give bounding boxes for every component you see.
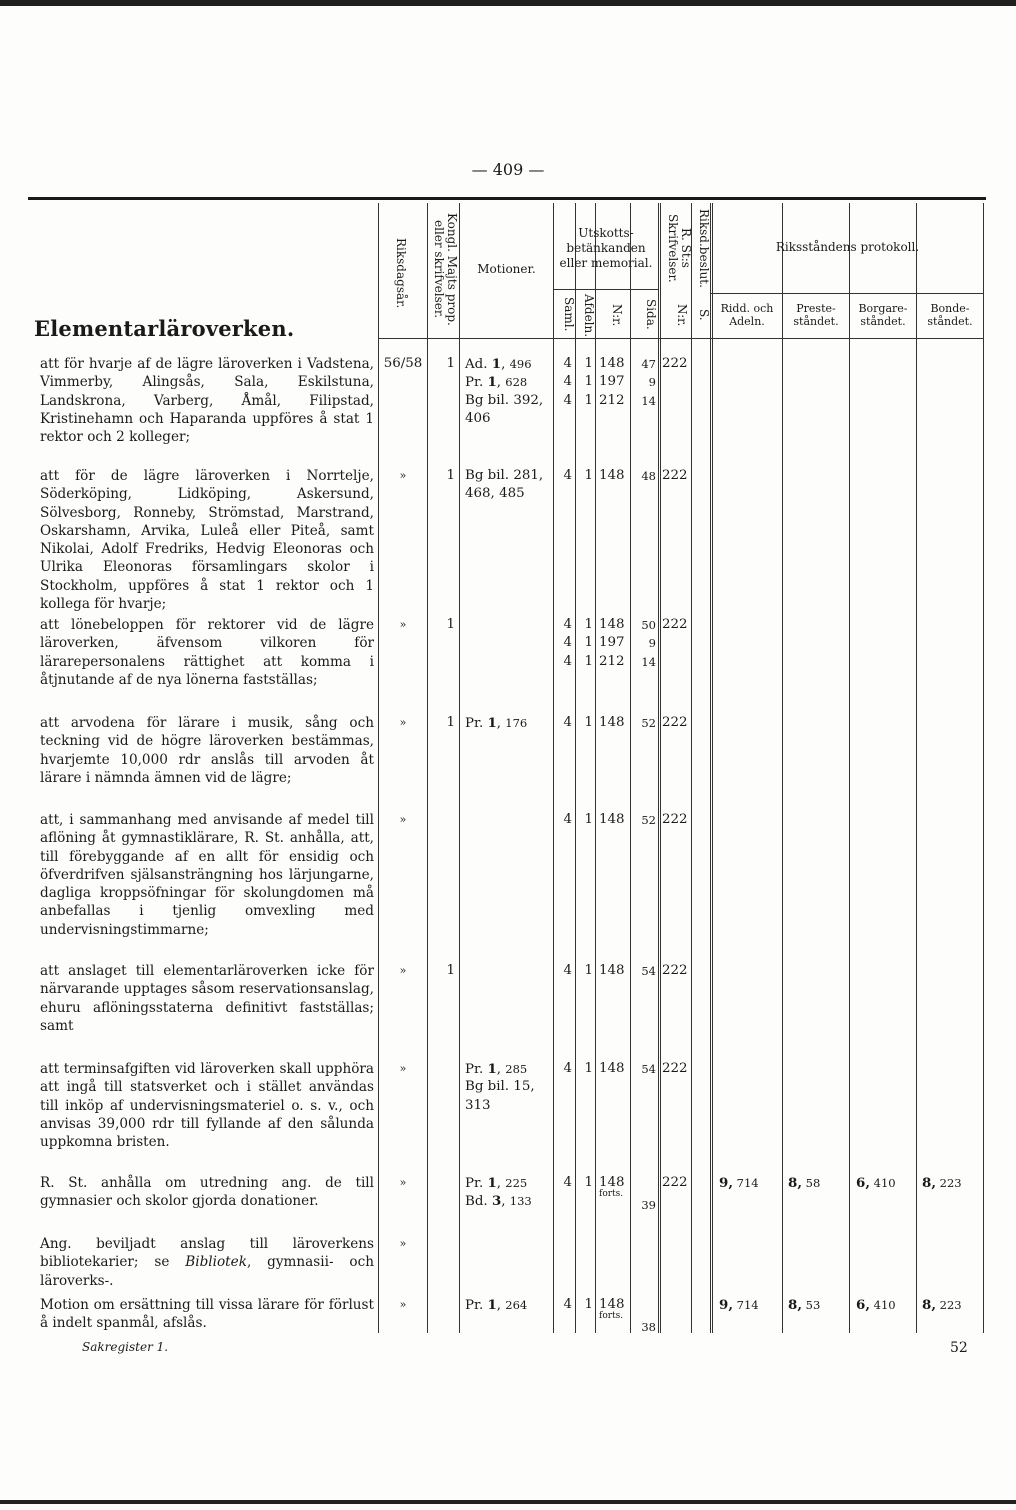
- row-year: »: [399, 716, 407, 729]
- row-sida: 14: [641, 393, 656, 408]
- row-nr: 148: [599, 1297, 625, 1312]
- row-sida: 47: [641, 357, 656, 371]
- row-samt: 4: [563, 653, 572, 669]
- row-description: att arvodena för lärare i musik, sång och teckning vid de högre läroverken bestämmas, hvarjemte 10,000 rdr anslås till arvoden åt lärare i nämnda ämnen vid de lägre;: [40, 715, 374, 786]
- row-year: »: [399, 1298, 407, 1311]
- row-description: Ang. beviljadt anslag till läroverkens bibliotekarier; se Bibliotek, gymnasii- och läroverks-.: [40, 1236, 374, 1289]
- header-protokoll: Riksståndens protokoll.: [775, 240, 920, 254]
- col-line: [459, 203, 460, 1333]
- footer-register: Sakregister 1.: [82, 1340, 169, 1354]
- row-nr: 197: [599, 374, 625, 390]
- row-samt: 4: [563, 617, 572, 632]
- row-skr-nr: 222: [662, 715, 688, 730]
- header-ridd: Ridd. och Adeln.: [720, 302, 774, 328]
- header-kongl-prop: Kongl. Majts prop. eller skrifvelser.: [432, 212, 459, 326]
- row-samt: 4: [563, 356, 572, 371]
- row-samt: 4: [563, 1061, 572, 1076]
- row-motion: Bg bil. 15,: [465, 1079, 535, 1095]
- row-samt: 4: [563, 715, 572, 730]
- row-motion: Pr. 1, 176: [465, 715, 528, 731]
- row-samt: 4: [563, 963, 572, 978]
- row-description: att terminsafgiften vid läroverken skall upphöra att ingå till statsverket och i stället användas till inköp af undervisningsmateriel o. s. v., och anvisas 39,000 rdr till fyllande af den sålunda uppkomna bristen.: [40, 1061, 374, 1151]
- row-samt: 4: [563, 1297, 572, 1312]
- row-motion: 406: [465, 410, 491, 426]
- row-sida: 9: [648, 636, 656, 651]
- row-samt: 4: [563, 468, 572, 483]
- row-description: att anslaget till elementarläroverken icke för närvarande upptages såsom reservationsanslag, ehuru aflöningsstaterna definitivt fastställas; samt: [40, 963, 374, 1034]
- row-skr-nr: 222: [662, 617, 688, 632]
- header-afdeln: Afdeln.: [582, 294, 596, 338]
- row-skr-nr: 222: [662, 812, 688, 827]
- row-nr-forts: forts.: [599, 1189, 624, 1199]
- row-description: att för hvarje af de lägre läroverken i Vadstena, Vimmerby, Alingsås, Sala, Eskilstuna, Landskrona, Varberg, Åmål, Filipstad, Kristinehamn och Haparanda uppföres å stat 1 rektor och 2 kolleger;: [40, 356, 374, 446]
- row-motion: Pr. 1, 264: [465, 1297, 528, 1313]
- row-prop: 1: [446, 715, 455, 730]
- row-nr: 148: [599, 1061, 625, 1076]
- row-afdeln: 1: [584, 715, 593, 730]
- row-year: »: [399, 1062, 407, 1075]
- header-sida: Sida.: [644, 298, 658, 330]
- header-skr-nr: N:r.: [675, 303, 689, 327]
- row-motion: 468, 485: [465, 486, 525, 502]
- row-prop: 1: [446, 617, 455, 632]
- row-nr: 212: [599, 392, 625, 408]
- row-sida: 38: [641, 1320, 656, 1334]
- row-afdeln: 1: [584, 1297, 593, 1312]
- row-description: att lönebeloppen för rektorer vid de lägre läroverken, äfvensom vilkoren för lärarepersonalens rättighet att komma i åtjnutande af de nya lönerna fastställas;: [40, 617, 374, 688]
- row-afdeln: 1: [584, 653, 593, 669]
- row-sida: 52: [641, 716, 656, 730]
- row-samt: 4: [563, 392, 572, 408]
- row-samt: 4: [563, 812, 572, 827]
- row-motion: Bg bil. 281,: [465, 468, 544, 483]
- row-prop: 1: [446, 963, 455, 978]
- row-sida: 48: [641, 469, 656, 483]
- row-nr-forts: forts.: [599, 1311, 624, 1321]
- header-motioner: Motioner.: [477, 262, 536, 276]
- header-samt: Saml.: [562, 296, 576, 332]
- top-edge: [0, 0, 1016, 6]
- col-line: [849, 203, 850, 1333]
- col-line: [595, 203, 596, 1333]
- header-beslut: Riksd.beslut.: [697, 208, 711, 288]
- header-nr: N:r.: [610, 303, 624, 327]
- row-afdeln: 1: [584, 812, 593, 827]
- section-title: Elementarläroverken.: [34, 316, 295, 341]
- row-nr: 148: [599, 812, 625, 827]
- row-afdeln: 1: [584, 1175, 593, 1190]
- header-riksdagsar: Riksdagsår.: [394, 237, 408, 309]
- row-ridd: 9, 714: [719, 1297, 759, 1313]
- row-description: R. St. anhålla om utredning ang. de till gymnasier och skolor gjorda donationer.: [40, 1175, 374, 1210]
- row-motion: Pr. 1, 225: [465, 1175, 528, 1191]
- row-afdeln: 1: [584, 374, 593, 390]
- row-nr: 148: [599, 715, 625, 730]
- header-bonde: Bonde- ståndet.: [927, 302, 973, 328]
- row-skr-nr: 222: [662, 1061, 688, 1076]
- row-preste: 8, 58: [788, 1175, 821, 1191]
- row-year: 56/58: [383, 356, 423, 371]
- row-afdeln: 1: [584, 1061, 593, 1076]
- row-skr-nr: 222: [662, 1175, 688, 1190]
- row-afdeln: 1: [584, 963, 593, 978]
- row-year: »: [399, 469, 407, 482]
- row-description: Motion om ersättning till vissa lärare för förlust å indelt spanmål, afslås.: [40, 1297, 374, 1332]
- row-prop: 1: [446, 356, 455, 371]
- row-borgare: 6, 410: [856, 1175, 896, 1191]
- subheader-line: [553, 289, 658, 290]
- header-beslut-s: S.: [697, 309, 711, 321]
- row-motion: Ad. 1, 496: [465, 356, 532, 372]
- row-bonde: 8, 223: [922, 1175, 962, 1191]
- row-nr: 197: [599, 635, 625, 651]
- row-nr: 212: [599, 653, 625, 669]
- row-samt: 4: [563, 374, 572, 390]
- row-ridd: 9, 714: [719, 1175, 759, 1191]
- row-year: »: [399, 1176, 407, 1189]
- row-motion: Bd. 3, 133: [465, 1193, 532, 1210]
- row-sida: 14: [641, 654, 656, 669]
- row-motion: Pr. 1, 628: [465, 374, 528, 391]
- row-samt: 4: [563, 635, 572, 651]
- row-afdeln: 1: [584, 356, 593, 371]
- row-nr: 148: [599, 963, 625, 978]
- row-sida: 54: [641, 964, 656, 978]
- row-preste: 8, 53: [788, 1297, 821, 1313]
- row-description: att för de lägre läroverken i Norrtelje, Söderköping, Lidköping, Askersund, Sölvesborg, Ronneby, Strömstad, Marstrand, Oskarshamn, Arvika, Luleå eller Piteå, samt Nikolai, Adolf Fredriks, Hedvig Eleonoras och Ulrika Eleonoras församlingars skolor i Stockholm, uppföres å stat 1 rektor och 1 kollega för hvarje;: [40, 468, 374, 613]
- row-skr-nr: 222: [662, 963, 688, 978]
- row-borgare: 6, 410: [856, 1297, 896, 1313]
- row-nr: 148: [599, 617, 625, 632]
- col-line: [658, 203, 661, 1333]
- row-bonde: 8, 223: [922, 1297, 962, 1313]
- row-nr: 148: [599, 468, 625, 483]
- header-skrifvelser: R. St:s Skrifvelser.: [666, 213, 693, 283]
- col-line: [710, 203, 713, 1333]
- row-prop: 1: [446, 468, 455, 483]
- row-skr-nr: 222: [662, 356, 688, 371]
- bottom-edge: [0, 1500, 1016, 1504]
- row-motion: 313: [465, 1097, 491, 1113]
- col-line: [916, 203, 917, 1333]
- top-rule: [28, 197, 986, 200]
- row-sida: 50: [641, 618, 656, 632]
- subheader-line: [710, 293, 983, 294]
- header-utskott: Utskotts- betänkanden eller memorial.: [559, 226, 653, 270]
- row-year: »: [399, 618, 407, 631]
- row-sida: 9: [648, 375, 656, 390]
- col-line: [983, 203, 984, 1333]
- row-skr-nr: 222: [662, 468, 688, 483]
- header-borgare: Borgare- ståndet.: [858, 302, 908, 328]
- header-bottom-line: [378, 338, 983, 339]
- row-year: »: [399, 964, 407, 977]
- row-samt: 4: [563, 1175, 572, 1190]
- page-number: — 409 —: [471, 160, 545, 179]
- row-afdeln: 1: [584, 468, 593, 483]
- row-sida: 52: [641, 813, 656, 827]
- header-preste: Preste- ståndet.: [793, 302, 839, 328]
- row-sida: 54: [641, 1062, 656, 1076]
- footer-page: 52: [950, 1340, 968, 1356]
- row-afdeln: 1: [584, 392, 593, 408]
- row-nr: 148: [599, 356, 625, 371]
- row-year: »: [399, 813, 407, 826]
- row-year: »: [399, 1237, 407, 1250]
- row-motion: Pr. 1, 285: [465, 1061, 528, 1077]
- row-afdeln: 1: [584, 635, 593, 651]
- row-afdeln: 1: [584, 617, 593, 632]
- row-sida: 39: [641, 1198, 656, 1212]
- row-description: att, i sammanhang med anvisande af medel till aflöning åt gymnastiklärare, R. St. anhålla, att, till förebyggande af en allt för ensidig och öfverdrifven själsansträngning hos lärjungarne, dagliga kroppsöfningar för skolungdomen må anbefallas i tjenlig omvexling med undervisningstimmarne;: [40, 812, 374, 938]
- row-motion: Bg bil. 392,: [465, 392, 544, 408]
- row-nr: 148: [599, 1175, 625, 1190]
- col-line: [782, 203, 783, 1333]
